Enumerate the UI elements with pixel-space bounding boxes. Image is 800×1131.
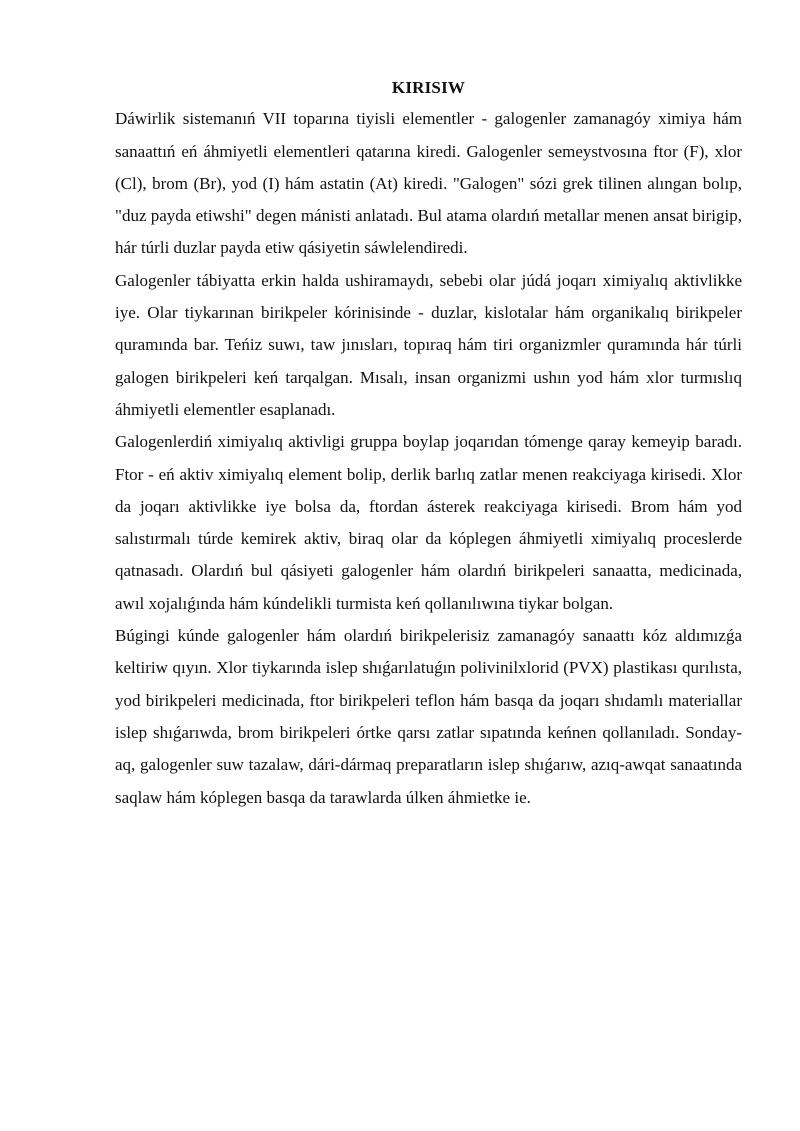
page-title: KIRISIW [391, 78, 466, 97]
paragraph-2: Galogenler tábiyatta erkin halda ushiramaydı, sebebi olar júdá joqarı ximiyalıq aktivlikke iye. Olar tiykarınan birikpeler kórinisinde - duzlar, kislotalar hám organikalıq birikpeler quramında bar. Teńiz suwı, taw jınısları, topıraq hám tiri organizmler quramında hár túrli galogen birikpeleri keń tarqalgan. Mısalı, insan organizmi ushın yod hám xlor turmıslıq áhmiyetli elementler esaplanadı. [115, 270, 742, 419]
paragraph-3: Galogenlerdiń ximiyalıq aktivligi gruppa boylap joqarıdan tómenge qaray kemeyip baradı. Ftor - eń aktiv ximiyalıq element bolip, derlik barlıq zatlar menen reakciyaga kirisedi. Xlor da joqarı aktivlikke iye bolsa da, ftordan ásterek reakciyaga kirisedi. Brom hám yod salıstırmalı túrde kemirek aktiv, biraq olar da kóplegen áhmiyetli ximiyalıq proceslerde qatnasadı. Olardıń bul qásiyeti galogenler hám olardıń birikpeleri sanaatta, medicinada, awıl xojalıǵında hám kúndelikli turmista keń qollanılıwına tiykar bolgan. [115, 432, 742, 613]
document-page [115, 72, 742, 814]
paragraph-4: Búgingi kúnde galogenler hám olardıń birikpelerisiz zamanagóy sanaattı kóz aldımızǵa keltiriw qıyın. Xlor tiykarında islep shıǵarılatuǵın polivinilxlorid (PVX) plastikası qurılısta, yod birikpeleri medicinada, ftor birikpeleri teflon hám basqa da joqarı shıdamlı materiallar islep shıǵarıwda, brom birikpeleri órtke qarsı zatlar sıpatında keńnen qollanıladı. Sonday-aq, galogenler suw tazalaw, dári-dármaq preparatların islep shıǵarıw, azıq-awqat sanaatında saqlaw hám kóplegen basqa da tarawlarda úlken áhmietke ie. [115, 626, 742, 807]
paragraph-1: Dáwirlik sistemanıń VII toparına tiyisli elementler - galogenler zamanagóy ximiya hám sanaattıń eń áhmiyetli elementleri qatarına kiredi. Galogenler semeystvosına ftor (F), xlor (Cl), brom (Br), yod (I) hám astatin (At) kiredi. "Galogen" sózi grek tilinen alıngan bolıp, "duz payda etiwshi" degen mánisti anlatadı. Bul atama olardıń metallar menen ansat birigip, hár túrli duzlar payda etiw qásiyetin sáwlelendiredi. [115, 109, 742, 258]
